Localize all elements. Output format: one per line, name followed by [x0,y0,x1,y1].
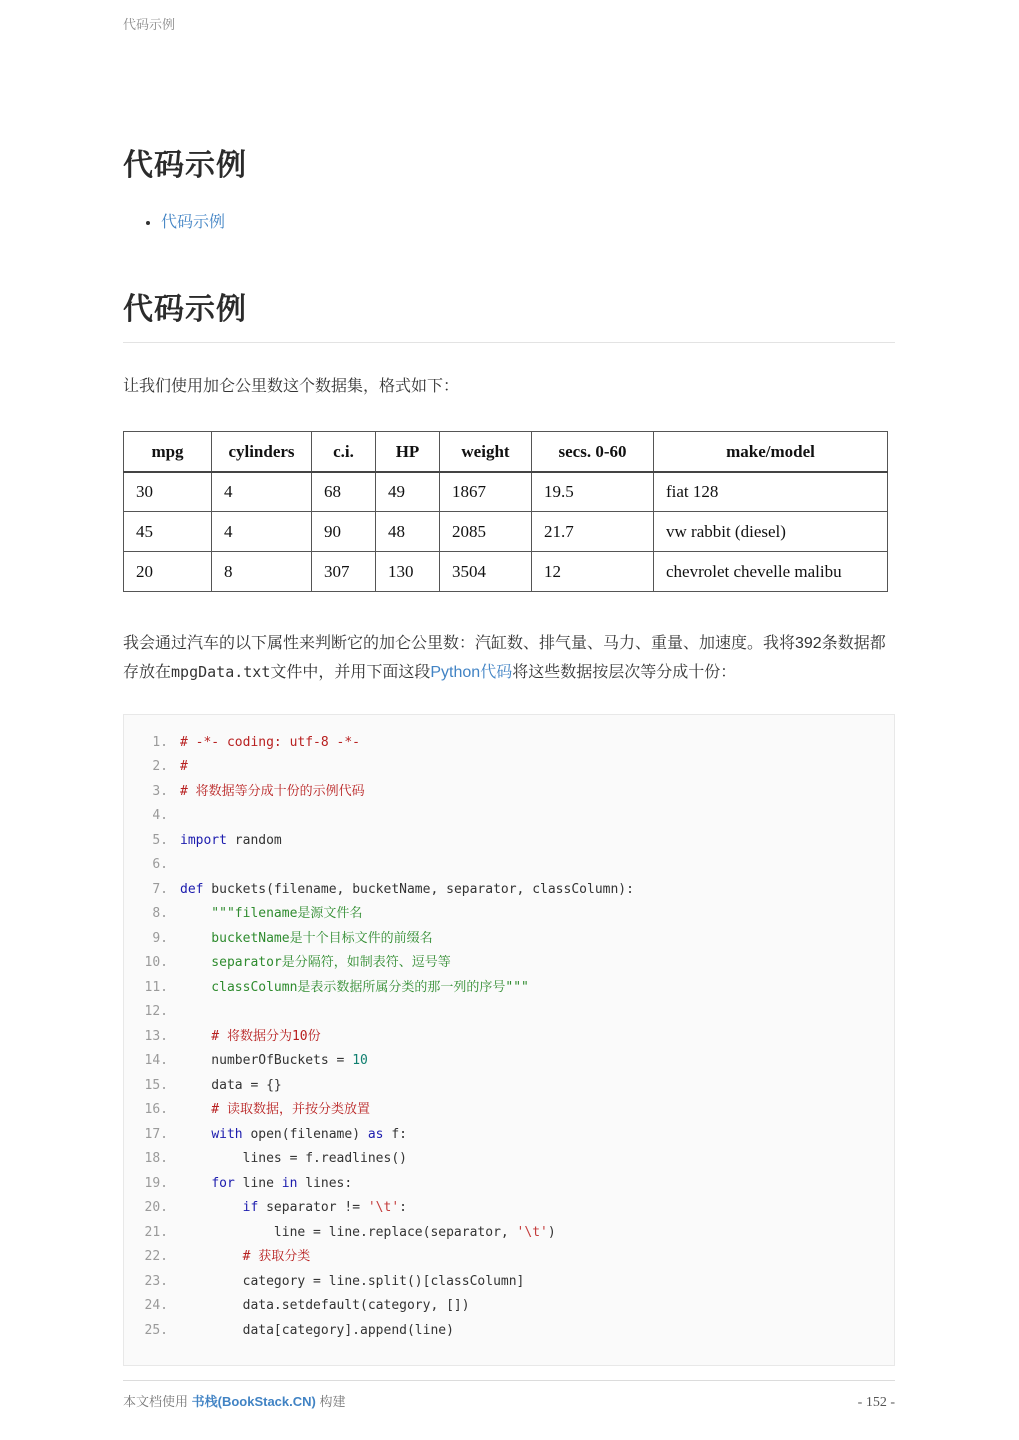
code-text: # -*- coding: utf-8 -*- [180,734,361,750]
code-line [134,976,884,1001]
code-line [134,902,884,927]
line-number: 1. [152,734,168,750]
code-text: # [180,759,188,775]
table-cell: 48 [376,512,440,552]
toc-item [161,210,895,236]
page-number: - 152 - [857,1395,895,1411]
line-number: 6. [152,857,168,873]
table-header-cell: secs. 0-60 [532,432,654,472]
table-cell: 20 [124,552,212,592]
line-number: 25. [144,1322,168,1338]
code-line [134,1123,884,1148]
code-text: import random [180,832,282,848]
footer [123,1380,895,1411]
section-title: 代码示例 [123,284,895,343]
table-row [124,472,888,512]
line-number: 24. [144,1298,168,1314]
line-number: 7. [152,881,168,897]
footer-build-note [123,1391,346,1410]
code-text: """filename是源文件名 [180,906,363,922]
table-cell: 130 [376,552,440,592]
table-header-cell: make/model [654,432,888,472]
toc-list [123,210,895,236]
paragraph-text: 我会通过汽车的以下属性来判断它的加仑公里数：汽缸数、排气量、马力、重量、加速度。我将392条数据都存放在 [123,635,886,682]
code-line [134,951,884,976]
line-number: 12. [144,1004,168,1020]
code-text: numberOfBuckets = 10 [180,1053,368,1069]
code-text: category = line.split()[classColumn] [180,1273,525,1289]
code-line [134,1196,884,1221]
code-line [134,1270,884,1295]
intro-paragraph: 让我们使用加仑公里数这个数据集，格式如下： [123,377,460,395]
code-line [134,1074,884,1099]
bookstack-link[interactable]: 书栈(BookStack.CN) [191,1394,316,1410]
code-line [134,755,884,780]
table-cell: vw rabbit (diesel) [654,512,888,552]
line-number: 22. [144,1249,168,1265]
code-line [134,1221,884,1246]
code-line [134,927,884,952]
toc-link[interactable]: 代码示例 [161,214,226,231]
code-line [134,804,884,829]
line-number: 18. [144,1151,168,1167]
code-line [134,878,884,903]
table-body [124,472,888,592]
code-block [123,714,895,1367]
code-text: with open(filename) as f: [211,1126,407,1142]
table-row [124,552,888,592]
line-number: 2. [152,759,168,775]
page-title: 代码示例 [123,149,247,182]
code-text: # 读取数据，并按分类放置 [180,1102,370,1118]
table-header-cell: cylinders [212,432,312,472]
table-row [124,512,888,552]
table-cell: 4 [212,512,312,552]
code-line [134,1294,884,1319]
mpg-data-table [123,431,888,592]
line-number: 8. [152,906,168,922]
code-text: data[category].append(line) [180,1322,454,1338]
inline-code-filename: mpgData.txt [171,663,271,682]
line-number: 10. [144,955,168,971]
table-cell: 307 [312,552,376,592]
breadcrumb: 代码示例 [123,17,176,32]
line-number: 4. [152,808,168,824]
line-number: 23. [144,1273,168,1289]
code-line [134,1098,884,1123]
table-cell: 45 [124,512,212,552]
paragraph-text: 将这些数据按层次等分成十份： [512,664,737,682]
table-cell: 4 [212,472,312,512]
table-cell: 8 [212,552,312,592]
line-number: 13. [144,1028,168,1044]
table-cell: 30 [124,472,212,512]
table-cell: 49 [376,472,440,512]
table-cell: 2085 [440,512,532,552]
footer-text-prefix: 本文档使用 [123,1394,192,1410]
line-number: 19. [144,1175,168,1191]
line-number: 17. [144,1126,168,1142]
footer-text-suffix: 构建 [315,1394,346,1410]
code-line [134,853,884,878]
code-text: # 将数据等分成十份的示例代码 [180,783,365,799]
code-line [134,1049,884,1074]
code-line [134,1025,884,1050]
table-header-row [124,432,888,472]
line-number: 20. [144,1200,168,1216]
code-text: bucketName是十个目标文件的前缀名 [180,930,433,946]
code-lines-container [134,731,884,1344]
table-cell: 21.7 [532,512,654,552]
table-cell: 12 [532,552,654,592]
code-line [134,1172,884,1197]
table-header-cell: HP [376,432,440,472]
code-text: data = {} [180,1077,282,1093]
code-line [134,1000,884,1025]
line-number: 5. [152,832,168,848]
code-line [134,731,884,756]
table-header-cell: mpg [124,432,212,472]
code-line [134,1147,884,1172]
code-text: # 获取分类 [180,1249,311,1265]
table-header-cell: c.i. [312,432,376,472]
table-cell: chevrolet chevelle malibu [654,552,888,592]
table-header-cell: weight [440,432,532,472]
line-number: 14. [144,1053,168,1069]
code-text: classColumn是表示数据所属分类的那一列的序号""" [180,979,529,995]
line-number: 11. [144,979,168,995]
python-code-link[interactable]: Python代码 [430,664,513,682]
code-line [134,1245,884,1270]
table-cell: fiat 128 [654,472,888,512]
code-text: if separator != '\t': [242,1200,407,1216]
table-cell: 19.5 [532,472,654,512]
line-number: 16. [144,1102,168,1118]
table-cell: 90 [312,512,376,552]
table-cell: 3504 [440,552,532,592]
code-text: separator是分隔符，如制表符、逗号等 [180,955,451,971]
code-text: def buckets(filename, bucketName, separator, classColumn): [180,881,634,897]
line-number: 9. [152,930,168,946]
code-text: # 将数据分为10份 [180,1028,321,1044]
description-paragraph [123,630,895,688]
code-text: line = line.replace(separator, '\t') [180,1224,556,1240]
code-text: for line in lines: [211,1175,353,1191]
code-text: data.setdefault(category, []) [180,1298,470,1314]
table-cell: 68 [312,472,376,512]
code-line [134,1319,884,1344]
code-line [134,780,884,805]
line-number: 3. [152,783,168,799]
code-text: lines = f.readlines() [180,1151,407,1167]
line-number: 15. [144,1077,168,1093]
code-line [134,829,884,854]
paragraph-text: 文件中，并用下面这段 [270,664,431,682]
line-number: 21. [144,1224,168,1240]
table-cell: 1867 [440,472,532,512]
